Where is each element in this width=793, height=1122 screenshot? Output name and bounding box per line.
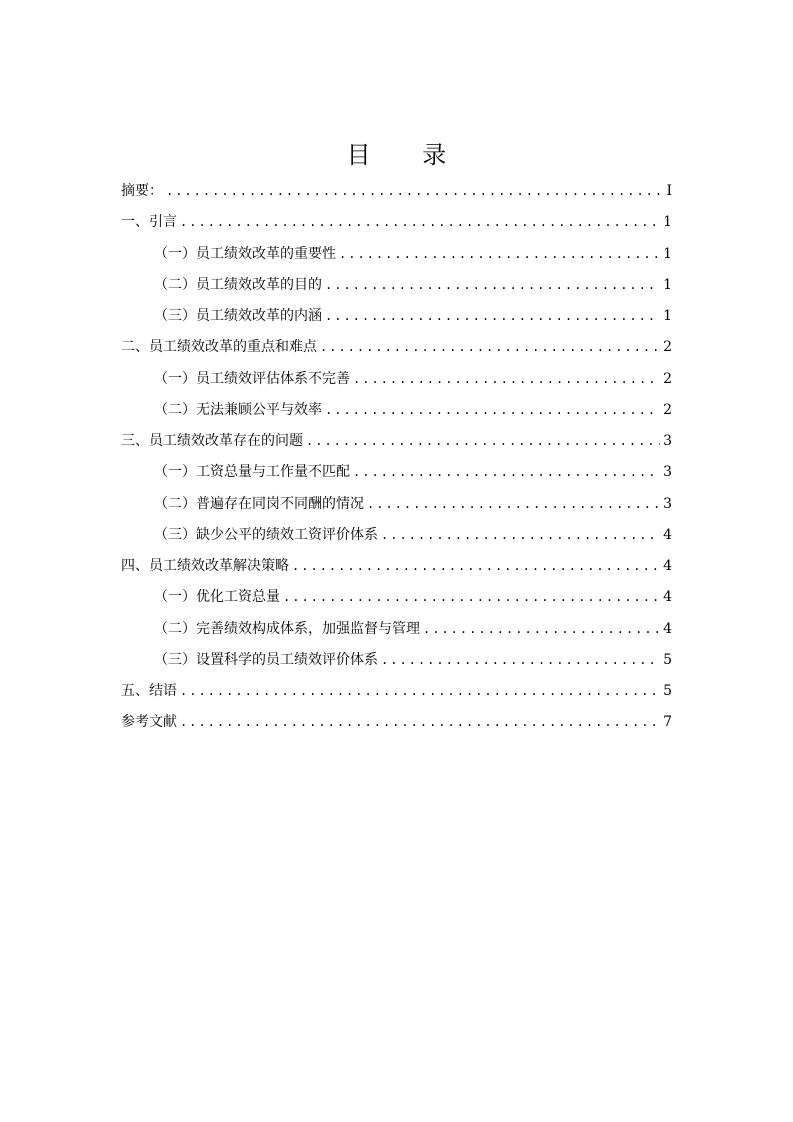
toc-entry-text: 二、员工绩效改革的重点和难点 (121, 339, 317, 356)
toc-entry-section-4[interactable] (121, 551, 672, 582)
toc-entry-text: （三）员工绩效改革的内涵 (154, 308, 322, 324)
toc-entry-section-3[interactable] (121, 426, 672, 457)
toc-entry-section-2-2[interactable] (121, 395, 672, 426)
toc-page-number: I (666, 183, 672, 199)
toc-leader-dots (367, 489, 660, 520)
toc-entry-section-3-1[interactable] (121, 457, 672, 488)
toc-entry-text: （二）员工绩效改革的目的 (154, 276, 322, 293)
toc-entry-text: （三）设置科学的员工绩效评价体系 (154, 651, 378, 668)
toc-leader-dots (325, 301, 660, 332)
toc-entry-text: 三、员工绩效改革存在的问题 (121, 433, 303, 449)
toc-leader-dots (325, 270, 660, 301)
toc-entry-text: （一）优化工资总量 (154, 589, 280, 606)
toc-entry-text: 一、引言 (121, 214, 177, 231)
toc-page-number: 3 (663, 495, 672, 512)
toc-leader-dots (325, 395, 660, 426)
toc-entry-text: 参考文献 (121, 714, 177, 731)
toc-page-number: 1 (663, 308, 672, 324)
toc-page-number: 7 (663, 714, 672, 731)
toc-leader-dots (320, 332, 660, 363)
toc-leader-dots (292, 551, 660, 582)
toc-entry-text: （二）普遍存在同岗不同酬的情况 (154, 495, 364, 512)
toc-entry-text: （一）员工绩效改革的重要性 (154, 245, 336, 262)
toc-leader-dots (283, 582, 660, 613)
toc-leader-dots (381, 645, 660, 676)
toc-leader-dots (180, 207, 660, 238)
toc-leader-dots (180, 676, 660, 707)
toc-entry-text: （二）完善绩效构成体系，加强监督与管理 (154, 620, 420, 637)
toc-entry-text: 四、员工绩效改革解决策略 (121, 558, 289, 574)
toc-leader-dots (381, 520, 660, 551)
toc-page-number: 5 (663, 683, 672, 699)
toc-entry-section-4-3[interactable] (121, 645, 672, 676)
toc-entry-section-3-2[interactable] (121, 489, 672, 520)
toc-leader-dots (353, 364, 660, 395)
toc-entry-text: 五、结语 (121, 683, 177, 699)
toc-entry-text: （二）无法兼顾公平与效率 (154, 401, 322, 418)
toc-entry-section-1-2[interactable] (121, 270, 672, 301)
toc-page-number: 3 (663, 464, 672, 481)
toc-page-number: 4 (663, 526, 672, 543)
toc-entry-text: （一）员工绩效评估体系不完善 (154, 370, 350, 387)
toc-page-number: 3 (663, 433, 672, 449)
toc-page-number: 1 (663, 214, 672, 231)
toc-entry-section-3-3[interactable] (121, 520, 672, 551)
toc-page-number: 2 (663, 339, 672, 356)
toc-entry-section-5[interactable] (121, 676, 672, 707)
toc-entry-text: （三）缺少公平的绩效工资评价体系 (154, 526, 378, 543)
toc-leader-dots (353, 457, 660, 488)
toc-page-number: 2 (663, 370, 672, 387)
toc-list (121, 176, 672, 739)
toc-leader-dots (423, 614, 660, 645)
toc-leader-dots (339, 239, 660, 270)
toc-entry-section-2[interactable] (121, 332, 672, 363)
toc-entry-section-1-3[interactable] (121, 301, 672, 332)
toc-entry-abstract[interactable] (121, 176, 672, 207)
toc-leader-dots (166, 176, 661, 207)
toc-leader-dots (180, 707, 660, 738)
toc-page-number: 4 (663, 558, 672, 574)
toc-entry-section-1[interactable] (121, 207, 672, 238)
toc-page-number: 4 (663, 589, 672, 606)
toc-leader-dots (306, 426, 660, 457)
toc-entry-section-2-1[interactable] (121, 364, 672, 395)
toc-page-number: 1 (663, 245, 672, 262)
toc-entry-section-4-1[interactable] (121, 582, 672, 613)
toc-page-number: 2 (663, 401, 672, 418)
toc-page-number: 5 (663, 651, 672, 668)
toc-entry-text: 摘要： (121, 183, 163, 199)
toc-title: 目 录 (346, 141, 469, 169)
toc-entry-text: （一）工资总量与工作量不匹配 (154, 464, 350, 481)
toc-entry-references[interactable] (121, 707, 672, 738)
toc-page-number: 1 (663, 276, 672, 293)
toc-page-number: 4 (663, 620, 672, 637)
toc-entry-section-1-1[interactable] (121, 239, 672, 270)
toc-entry-section-4-2[interactable] (121, 614, 672, 645)
